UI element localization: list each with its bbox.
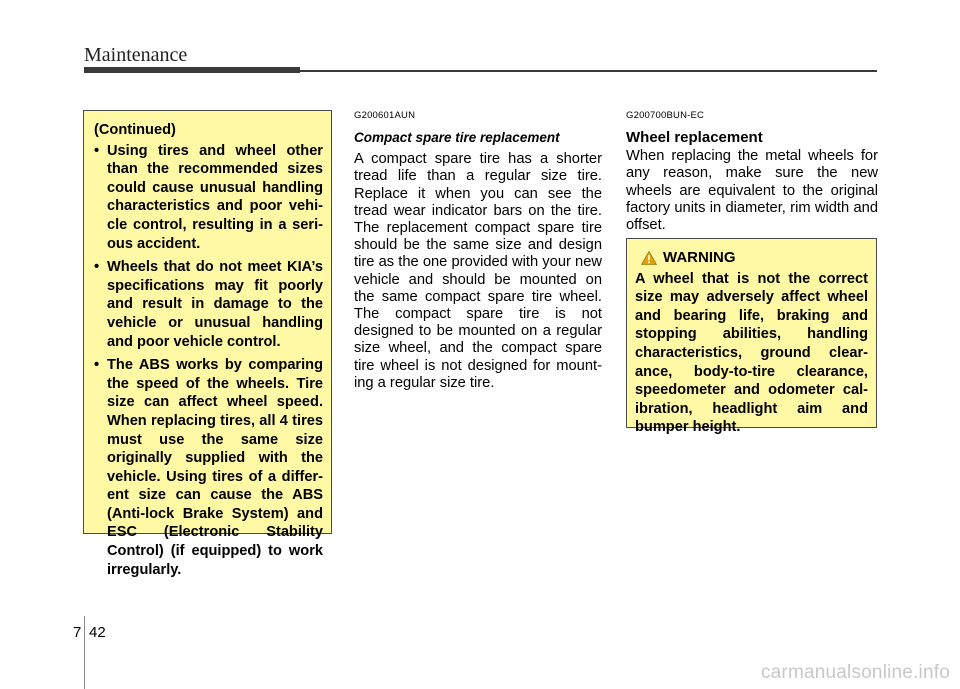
section-code: G200601AUN bbox=[354, 110, 416, 121]
caution-item: • The ABS works by comparing the speed of the wheels. Tire size can affect wheel speed. When replacing tires, all 4 tires must use the same size originally supplied with the vehicle. Using tires of a differ-ent size can cause the ABS (Anti-lock Brake System) and ESC (Electronic Stability Control) (if equipped) to work irregularly. bbox=[92, 356, 323, 579]
wheel-replacement-section bbox=[626, 110, 878, 234]
compact-spare-section bbox=[354, 110, 602, 392]
chapter-number: 7 bbox=[73, 624, 82, 641]
caution-item: • Using tires and wheel other than the recommended sizes could cause unusual handling characteristics and poor vehi-cle control, resulting in a seri-ous accident. bbox=[92, 142, 323, 254]
watermark: carmanualsonline.info bbox=[760, 662, 950, 683]
warning-box bbox=[626, 238, 877, 436]
warning-title: WARNING bbox=[663, 249, 736, 266]
warning-triangle-icon bbox=[641, 251, 657, 265]
caution-box bbox=[83, 110, 332, 578]
warning-header bbox=[641, 249, 868, 268]
page-section-title: Maintenance bbox=[84, 44, 188, 66]
section-body: A compact spare tire has a shorter tread life than a regular size tire. Replace it when you can see the tread wear indicator bars on the tire. The replacement compact spare tire should be the same size and design tire as the one provided with your new vehicle and should be mounted on the same compact spare tire wheel. The compact spare tire is not designed to be mounted on a regular size wheel, and the compact spare tire wheel is not designed for mount-ing a regular size tire. bbox=[354, 151, 602, 391]
footer-divider bbox=[84, 616, 85, 689]
section-heading: Compact spare tire replacement bbox=[354, 130, 560, 145]
caution-item: • Wheels that do not meet KIA’s specifications may fit poorly and result in damage to the vehicle or unusual handling and poor vehicle control. bbox=[92, 258, 323, 351]
section-code: G200700BUN-EC bbox=[626, 110, 705, 121]
caution-list bbox=[92, 142, 323, 580]
continued-label: (Continued) bbox=[94, 122, 176, 138]
warning-body: A wheel that is not the correct size may adversely affect wheel and bearing life, braking and stopping abilities, handling characteristics, ground clear-ance, body-to-tire clearance, speedometer and odometer cal-ibration, headlight aim and bumper height. bbox=[635, 270, 868, 436]
page-number: 42 bbox=[89, 624, 106, 641]
section-body: When replacing the metal wheels for any reason, make sure the new wheels are equivalent to the original factory units in diameter, rim width and offset. bbox=[626, 148, 878, 234]
header-rule-thin bbox=[300, 70, 877, 72]
header-rule-thick bbox=[84, 67, 300, 73]
section-heading: Wheel replacement bbox=[626, 129, 763, 146]
